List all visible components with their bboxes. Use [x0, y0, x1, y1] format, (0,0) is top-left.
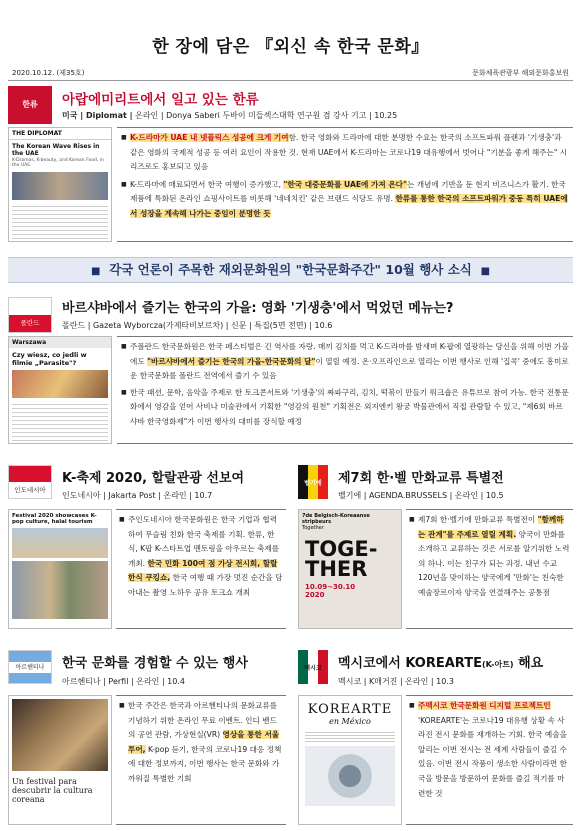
poster-title: KOREARTE [307, 702, 393, 717]
article3-headline[interactable]: K-축제 2020, 할랄관광 선보여 [62, 471, 245, 486]
article5-thumbnail [8, 695, 112, 825]
thumbnail-photo [12, 370, 108, 398]
article2-headline[interactable]: 바르샤바에서 즐기는 한국의 가을: 영화 '기생충'에서 먹었던 메뉴는? [62, 301, 454, 316]
poster-big-text: TOGE- THER [305, 537, 378, 581]
article1-source: 미국 | Diplomat | 온라인 | Donya Saberi 두바이 미들섹스대학 연구원 겸 강사 기고 | 10.25 [62, 111, 398, 120]
article6-source: 멕시코 | K매거진 | 온라인 | 10.3 [338, 677, 454, 686]
category-tag-belgium: 벨기에 [304, 480, 322, 487]
poster-top-text-2: Together [302, 525, 324, 531]
article5-source: 아르헨티나 | Perfil | 온라인 | 10.4 [62, 677, 185, 686]
article3-thumbnail [8, 509, 112, 629]
poster-text-lines [305, 730, 395, 742]
thumbnail-headline: The Korean Wave Rises in the UAE [12, 143, 100, 157]
category-tag-poland: 폴란드 [9, 315, 51, 332]
category-tag-hallyu: 한류 [8, 86, 52, 124]
article3-source: 인도네시아 | Jakarta Post | 온라인 | 10.7 [62, 491, 213, 500]
category-tag-mexico: 멕시코 [304, 665, 322, 672]
article2-body [117, 336, 573, 444]
article2-thumbnail [8, 336, 112, 444]
article6-paragraph: ■ 주멕시코 한국문화원 디지털 프로젝트인 'KOREARTE'는 코로나19 대유행 상황 속 사라진 전시 문화를 재개하는 기회. 한국 예술을 알리는 이번 전시는 전 세계 사람들이 즐길 수 있음. 이번 전시 작품이 생소한 사람이라면 한국을 방문을 방문하여 문화를 즐길 적기를 마련한 것 [409, 699, 570, 801]
thumbnail-photo-people [12, 561, 108, 619]
poland-flag-icon [8, 297, 52, 333]
thumbnail-headline: Un festival para descubrir la cultura coreana [12, 777, 93, 804]
article5-body [116, 695, 286, 825]
article1-thumbnail [8, 127, 112, 242]
issue-date: 2020.10.12. (제35호) [12, 69, 85, 77]
article3-body [116, 509, 286, 629]
article2-paragraph-2: ■ 한국 패션, 문학, 음악을 주제로 한 토크콘서트와 '기생충'의 짜파구리, 김치, 떡볶이 만들기 워크숍은 유튜브로 참여 가능. 한국 전통문화에서 영감을 얻어 사비나 미술관에서 기획한 "영감의 원천" 기획전은 외지엔키 왕궁 박물관에서 직접 관람할 수 있고, "제6회 바르샤바 한국영화제"가 이번 행사의 대미를 장식할 예정 [121, 386, 569, 430]
thumbnail-masthead: THE DIPLOMAT [9, 128, 111, 140]
article1-paragraph-1: ■ K-드라마가 UAE 내 넷플릭스 성공에 크게 기여함. 한국 영화와 드라마에 대한 분명한 수요는 한국의 소프트파워 플랜과 '기생충'과 같은 영화의 국제적 성공 등 여러 요인이 작용한 것. 현재 UAE에서 K-드라마는 코로나19 대유행에서 벗어나 "기분을 좋게 해주는" 시리즈로도 홍보되고 있음 [121, 131, 569, 175]
article4-poster [298, 509, 402, 629]
argentina-flag-icon [8, 650, 52, 684]
thumbnail-text-lines [12, 203, 108, 242]
article5-headline[interactable]: 한국 문화를 경험할 수 있는 행사 [62, 656, 248, 671]
article4-source: 벨기에 | AGENDA.BRUSSELS | 온라인 | 10.5 [338, 491, 504, 500]
square-icon: ■ [480, 266, 491, 277]
article4-paragraph: ■ 제7회 한·벨기에 만화교류 특별전이 "함께하는 관계"를 주제로 열릴 계획. 양국이 만화를 소개하고 교류하는 것은 서로를 알기위한 노력의 하나. 이는 친구가 되는 과정. 내년 수교 120년을 맞이하는 양국에게 '만화'는 친숙한 예술장르이자 양국을 연결해주는 공통점 [409, 513, 570, 601]
poster-top-text: 7de Belgisch-Koreaanse stripbeurs [302, 513, 370, 525]
article1-paragraph-2: ■ K-드라마에 매료되면서 한국 여행이 증가했고, "한국 대중문화를 UAE에 가져 온다"는 개념에 기반을 둔 현지 비즈니스가 활기. 한국 제품에 특화된 온라인 쇼핑사이트를 비롯해 '네네치킨' 같은 브랜드 식당도 유명. 한류를 통한 한국의 소프트파워가 중동 특히 UAE에서 성장을 계속해 나가는 중임이 분명한 듯 [121, 178, 569, 222]
article1-body [117, 127, 573, 242]
header-divider [8, 80, 573, 81]
indonesia-flag-icon [8, 465, 52, 499]
category-tag-indonesia: 인도네시아 [9, 482, 51, 498]
page-title: 한 장에 담은 『외신 속 한국 문화』 [152, 37, 429, 57]
thumbnail-sub: K-Dramas, K-beauty, and Korean Food, in the UAE. [12, 158, 104, 168]
poster-year: 2020 [305, 591, 325, 599]
article2-source: 폴란드 | Gazeta Wyborcza(가제타비보르차) | 신문 | 특집(5면 전면) | 10.6 [62, 321, 333, 330]
article1-headline[interactable]: 아랍에미리트에서 일고 있는 한류 [62, 92, 259, 108]
thumbnail-photo-palace [12, 528, 108, 558]
thumbnail-caption: Festival 2020 showcases K-pop culture, halal tourism [12, 513, 97, 525]
poster-subtitle: en México [329, 717, 371, 726]
thumbnail-headline: Czy wiesz, co jedli w filmie „Parasite"? [12, 351, 87, 367]
article6-headline[interactable]: 멕시코에서 KOREARTE(K-아트) 해요 [338, 656, 544, 671]
article3-paragraph: ■ 주인도네시아 한국문화원은 한국 기업과 협력하여 무슬림 친화 한국 축제를 기획. 한류, 한식, K팝 K-스타트업 멘토링을 아우르는 축제를 개최. 한국 민화 100여 점 가상 전시회, 할랄 한식 쿠킹쇼, 한국 여행 때 가장 멋진 순간을 담아내는 촬영 노하우 공유 토크쇼 개최 [119, 513, 283, 601]
poster-artwork [305, 746, 395, 806]
thumbnail-photo [12, 699, 108, 771]
banner-text: 각국 언론이 주목한 재외문화원의 "한국문화주간" 10월 행사 소식 [109, 262, 472, 277]
article4-headline[interactable]: 제7회 한·벨 만화교류 특별전 [338, 471, 504, 486]
section-banner [8, 257, 573, 283]
thumbnail-photo [12, 172, 108, 200]
article2-paragraph-1: ■ 주폴란드 한국문화원은 한국 페스티벌은 긴 역사를 자랑. 매끼 김치를 먹고 K-드라마를 밤새며 K-팝에 열광하는 당신을 위해 이번 가을에도 "바르샤바에서 즐기는 한국의 가을-한국문화의 달"이 열릴 예정. 온·오프라인으로 열리는 이번 행사로 인해 '집콕' 중에도 흥미로운 한국문화를 폴란드 전역에서 즐기 수 있음 [121, 340, 569, 384]
poster-date: 10.09~30.10 [305, 583, 356, 591]
thumbnail-masthead: Warszawa [9, 337, 111, 348]
article5-paragraph: ■ 한국 주간은 한국과 아르헨티나의 문화교류를 기념하기 위한 온라인 무료 이벤트. 인디 밴드의 공연 관람, 가상현실(VR) 영상을 통한 서울 투어, K-pop 듣기, 한국의 코로나19 대응 정책에 대한 정보까지, 이번 행사는 한국 문화와 가까워질 특별한 기회 [119, 699, 283, 787]
publisher: 문화체육관광부 해외문화홍보원 [472, 69, 569, 77]
thumbnail-text-lines [12, 401, 108, 444]
category-tag-argentina: 아르헨티나 [9, 662, 51, 673]
article6-poster [298, 695, 402, 825]
article6-body [406, 695, 573, 825]
article4-body [406, 509, 573, 629]
square-icon: ■ [90, 266, 101, 277]
